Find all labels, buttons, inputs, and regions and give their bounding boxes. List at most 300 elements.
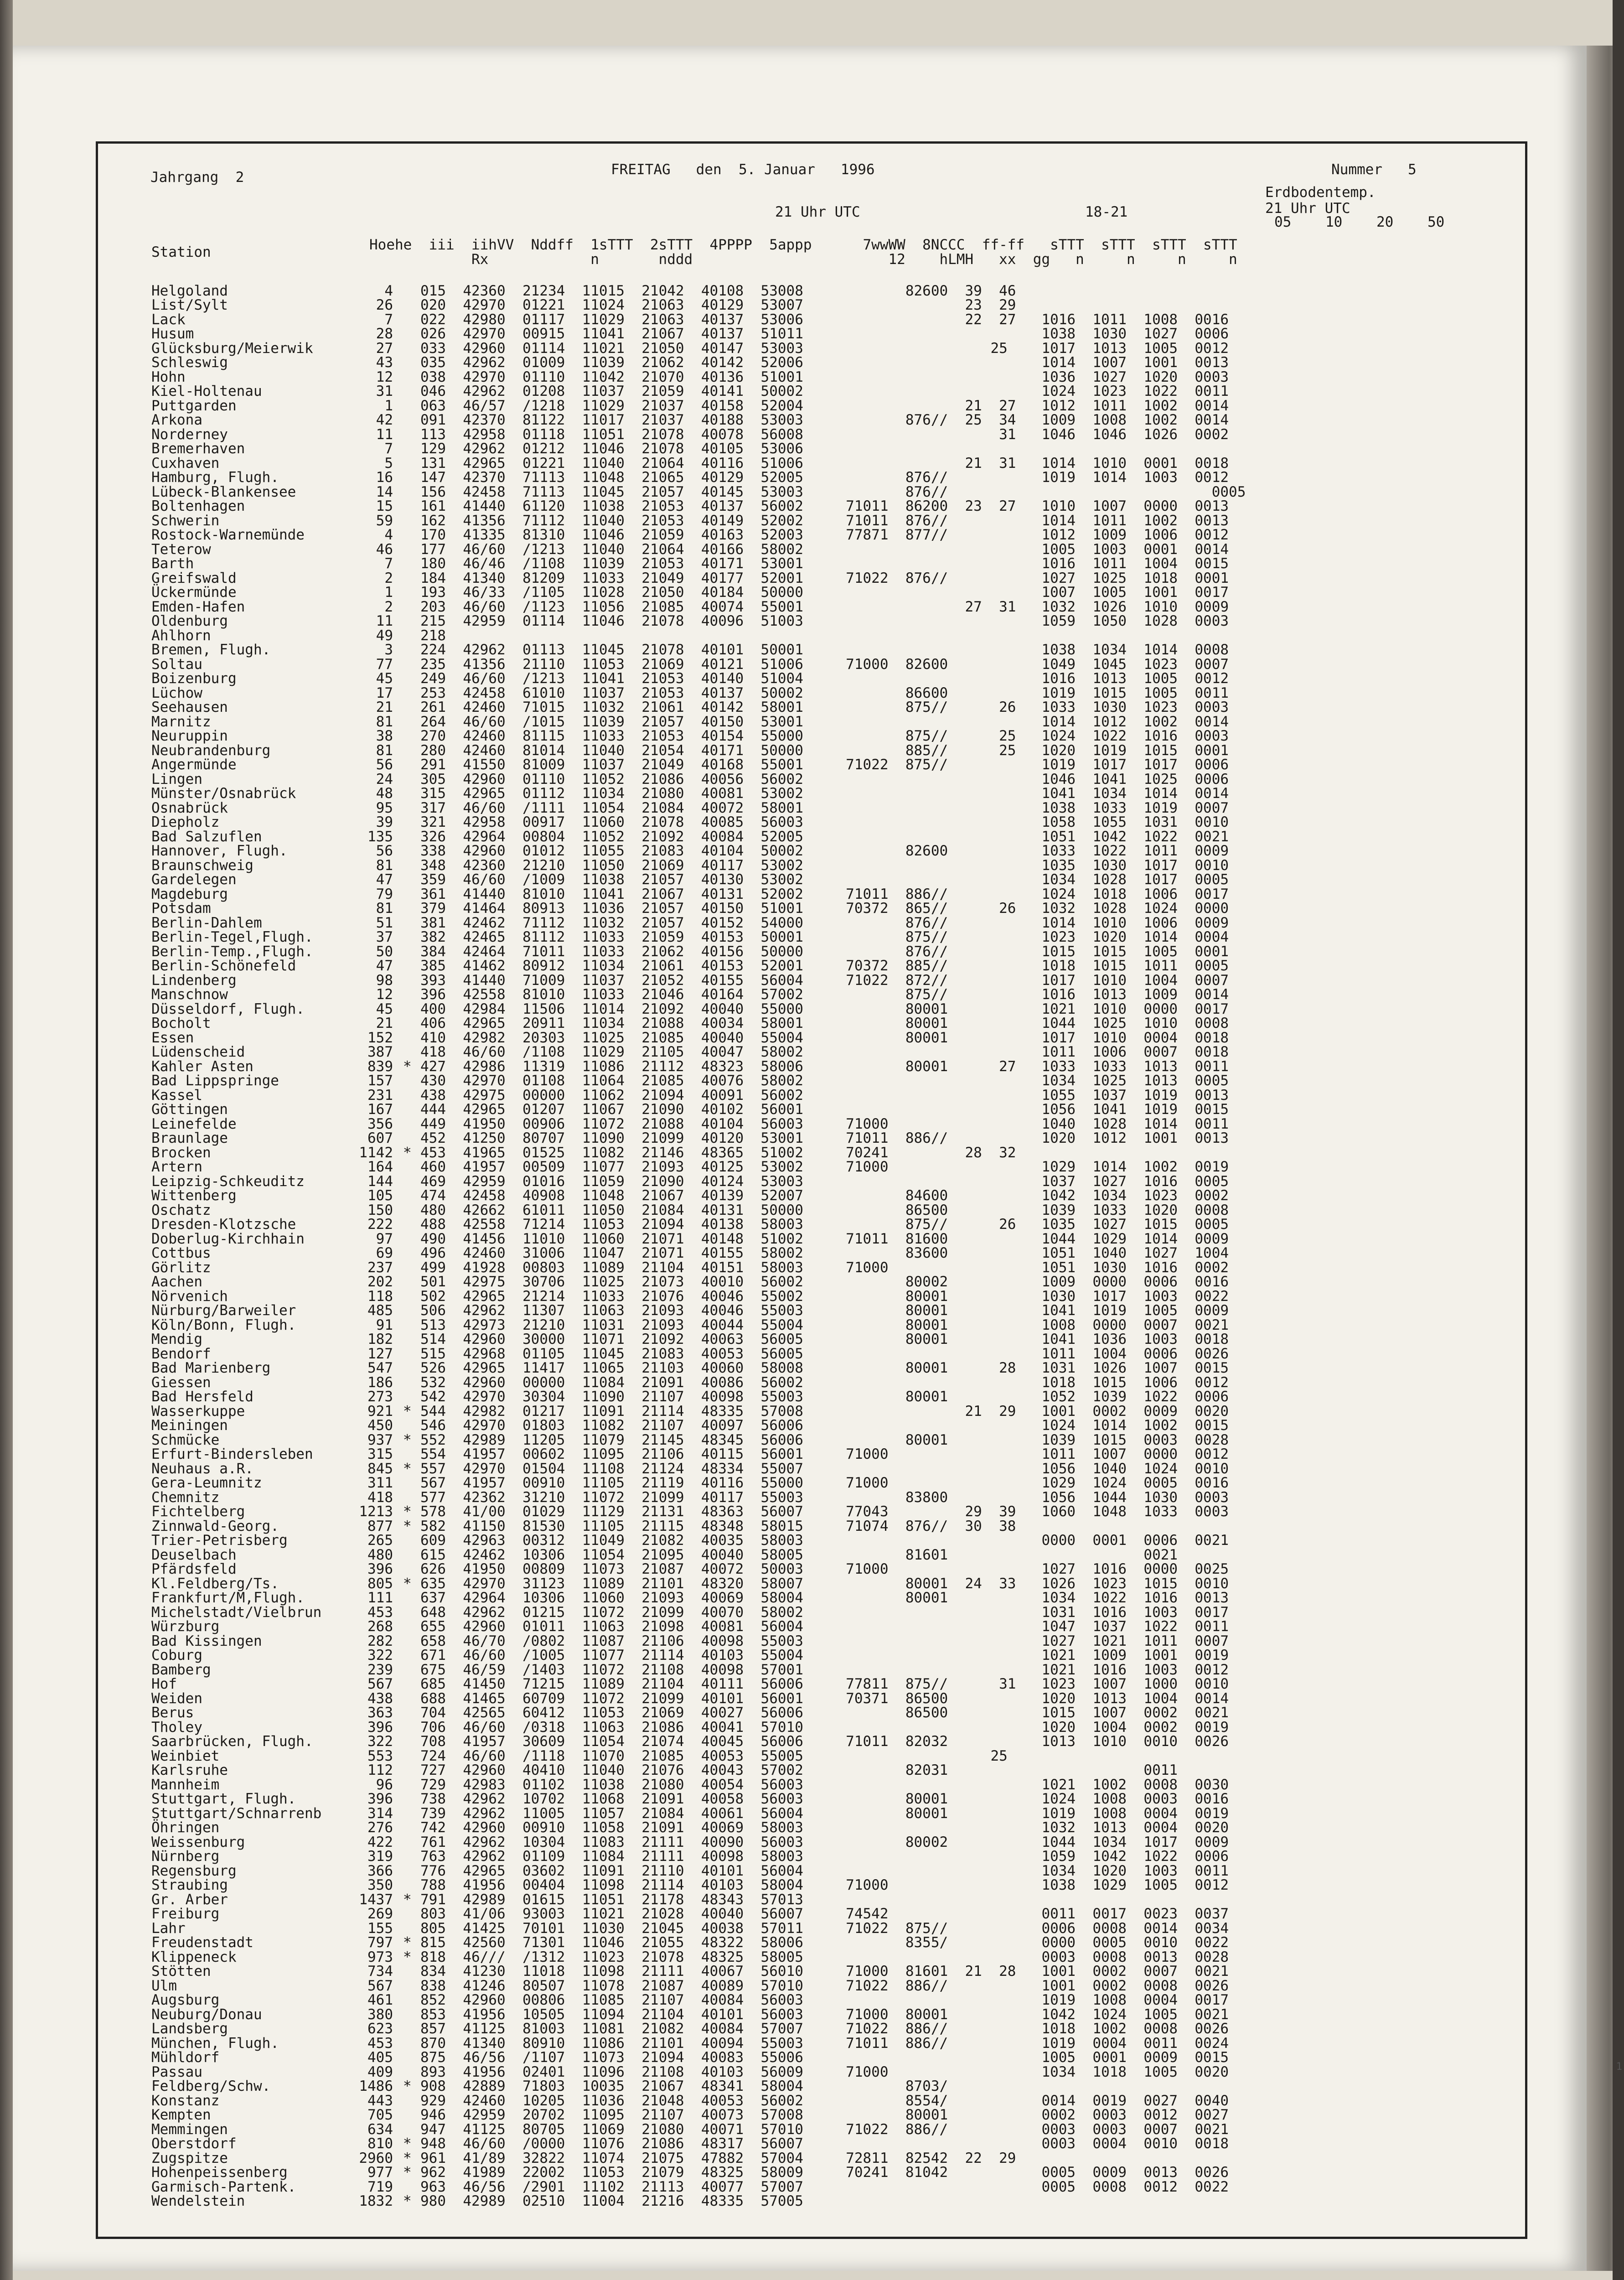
- observation-codes: 291 41550 81009 11037 21049 40168 55001 71022 875// 1019 1017 1017 0006: [420, 757, 1229, 773]
- observation-codes: 215 42959 01114 11046 21078 40096 51003 1059 1050 1028 0003: [420, 613, 1229, 630]
- station-name: Nörvenich: [151, 1288, 228, 1305]
- station-height: 422: [367, 1834, 393, 1850]
- table-row: [151, 442, 1505, 456]
- table-row: [151, 916, 1505, 930]
- table-row: [151, 2079, 1505, 2094]
- station-name: Chemnitz: [151, 1489, 220, 1506]
- mountain-mark: *: [403, 2078, 412, 2095]
- station-height: 31: [376, 383, 393, 400]
- observation-codes: 675 46/59 /1403 11072 21108 40098 57001 1021 1016 1003 0012: [420, 1661, 1229, 1678]
- station-name: Memmingen: [151, 2121, 228, 2138]
- table-row: [151, 988, 1505, 1002]
- table-row: [151, 1634, 1505, 1648]
- station-height: 79: [376, 886, 393, 902]
- station-name: Bad Hersfeld: [151, 1389, 253, 1405]
- observation-codes: 542 42970 30304 11090 21107 40098 55003 80001 1052 1039 1022 0006: [420, 1389, 1229, 1405]
- mountain-mark: *: [403, 1144, 412, 1161]
- station-height: 623: [367, 2021, 393, 2037]
- table-row: [151, 1433, 1505, 1447]
- observation-codes: 177 46/60 /1213 11040 21064 40166 58002 1005 1003 0001 0014: [420, 541, 1229, 558]
- table-row: [151, 1850, 1505, 1864]
- table-row: [151, 1131, 1505, 1146]
- observation-codes: 253 42458 61010 11037 21053 40137 50002 86600 1019 1015 1005 0011: [420, 684, 1229, 701]
- station-name: Boizenburg: [151, 670, 237, 687]
- table-row: [151, 557, 1505, 571]
- observation-codes: 162 41356 71112 11040 21053 40149 52002 71011 876// 1014 1011 1002 0013: [420, 512, 1229, 529]
- station-height: 1: [384, 397, 393, 414]
- station-height: 363: [367, 1705, 393, 1721]
- station-name: Saarbrücken, Flugh.: [151, 1733, 313, 1750]
- mountain-mark: *: [403, 1891, 412, 1908]
- table-row: [151, 1074, 1505, 1088]
- station-name: Mendig: [151, 1331, 202, 1348]
- station-height: 237: [367, 1259, 393, 1276]
- table-row: [151, 1289, 1505, 1304]
- station-name: Kassel: [151, 1087, 202, 1104]
- observation-codes: 235 41356 21110 11053 21069 40121 51006 71000 82600 1049 1045 1023 0007: [420, 656, 1229, 673]
- station-height: 314: [367, 1805, 393, 1822]
- observation-codes: 552 42989 11205 11079 21145 48345 56006 80001 1039 1015 0003 0028: [420, 1431, 1229, 1448]
- station-name: Köln/Bonn, Flugh.: [151, 1316, 296, 1333]
- station-name: Braunschweig: [151, 857, 253, 874]
- station-name: Meiningen: [151, 1417, 228, 1434]
- observation-codes: 427 42986 11319 11086 21112 48323 58006 80001 27 1033 1033 1013 0011: [420, 1058, 1229, 1075]
- station-name: Diepholz: [151, 814, 220, 831]
- table-row: [151, 284, 1505, 298]
- observation-codes: 963 46/56 /2901 11102 21113 40077 57007 0005 0008 0012 0022: [420, 2178, 1229, 2195]
- station-height: 350: [367, 1877, 393, 1894]
- station-name: Braunlage: [151, 1130, 228, 1147]
- observation-codes: 788 41956 00404 11098 21114 40103 58004 71000 1038 1029 1005 0012: [420, 1877, 1229, 1894]
- station-height: 973: [367, 1948, 393, 1965]
- observation-codes: 514 42960 30000 11071 21092 40063 56005 80001 1041 1036 1003 0018: [420, 1331, 1229, 1348]
- table-row: [151, 384, 1505, 399]
- station-name: Soltau: [151, 656, 202, 673]
- station-name: Freiburg: [151, 1906, 220, 1922]
- mountain-mark: *: [403, 2135, 412, 2152]
- station-name: Kahler Asten: [151, 1058, 253, 1075]
- table-row: [151, 873, 1505, 887]
- station-name: Leipzig-Schkeuditz: [151, 1173, 305, 1190]
- station-height: 118: [367, 1288, 393, 1305]
- book-edge: [1613, 0, 1624, 2280]
- observation-codes: 577 42362 31210 11072 21099 40117 55003 83800 1056 1044 1030 0003: [420, 1489, 1229, 1506]
- observation-codes: 444 42965 01207 11067 21090 40102 56001 1056 1041 1019 0015: [420, 1101, 1229, 1118]
- table-row: [151, 1576, 1505, 1591]
- station-name: Stuttgart, Flugh.: [151, 1791, 296, 1808]
- edge-mark: 1: [1616, 2061, 1622, 2073]
- station-name: Lübeck-Blankensee: [151, 483, 296, 500]
- station-height: 42: [376, 412, 393, 429]
- station-height: 14: [376, 483, 393, 500]
- observation-codes: 384 42464 71011 11033 21062 40156 50000 876// 1015 1015 1005 0001: [420, 943, 1229, 960]
- station-name: Konstanz: [151, 2092, 220, 2109]
- table-row: [151, 1921, 1505, 1936]
- table-row: [151, 499, 1505, 514]
- table-row: [151, 1648, 1505, 1663]
- station-height: 315: [367, 1446, 393, 1463]
- observation-codes: 671 46/60 /1005 11077 21114 40103 55004 1021 1009 1001 0019: [420, 1647, 1229, 1664]
- station-name: Berlin-Tegel,Flugh.: [151, 929, 313, 946]
- station-height: 453: [367, 1604, 393, 1621]
- station-name: Landsberg: [151, 2021, 228, 2037]
- station-height: 356: [367, 1115, 393, 1132]
- station-height: 450: [367, 1417, 393, 1434]
- station-name: Düsseldorf, Flugh.: [151, 1000, 305, 1017]
- station-name: Regensburg: [151, 1862, 237, 1879]
- station-name: Bremen, Flugh.: [151, 642, 271, 658]
- station-name: Seehausen: [151, 699, 228, 716]
- station-height: 322: [367, 1647, 393, 1664]
- station-height: 97: [376, 1230, 393, 1247]
- erdboden-label: Erdbodentemp.: [1265, 184, 1376, 201]
- station-height: 322: [367, 1733, 393, 1750]
- table-row: [151, 312, 1505, 327]
- observation-codes: 469 42959 01016 11059 21090 40124 53003 1037 1027 1016 0005: [420, 1173, 1229, 1190]
- station-height: 480: [367, 1546, 393, 1563]
- observation-codes: 020 42970 01221 11024 21063 40129 53007 23 29: [420, 297, 1016, 314]
- station-height: 49: [376, 627, 393, 644]
- station-name: Cottbus: [151, 1245, 211, 1262]
- station-name: Wasserkuppe: [151, 1403, 245, 1420]
- observation-codes: 818 46/// /1312 11023 21078 48325 58005 0003 0008 0013 0028: [420, 1948, 1229, 1965]
- observation-codes: 264 46/60 /1015 11039 21057 40150 53001 1014 1012 1002 0014: [420, 713, 1229, 730]
- station-name: Kl.Feldberg/Ts.: [151, 1575, 279, 1592]
- station-name: Teterow: [151, 541, 211, 558]
- table-row: [151, 542, 1505, 557]
- station-height: 155: [367, 1920, 393, 1937]
- table-row: [151, 1447, 1505, 1462]
- station-height: 157: [367, 1073, 393, 1089]
- table-row: [151, 1145, 1505, 1160]
- table-row: [151, 1979, 1505, 1993]
- observation-codes: 609 42963 00312 11049 21082 40035 58003 0000 0001 0006 0021: [420, 1532, 1229, 1549]
- station-height: 396: [367, 1561, 393, 1578]
- observation-codes: 870 41340 80910 11086 21101 40094 55003 71011 886// 1019 0004 0011 0024: [420, 2035, 1229, 2052]
- table-row: [151, 600, 1505, 614]
- station-name: Freudenstadt: [151, 1934, 253, 1951]
- station-height: 127: [367, 1345, 393, 1362]
- table-row: [151, 1534, 1505, 1548]
- station-height: 265: [367, 1532, 393, 1549]
- observation-codes: 499 41928 00803 11089 21104 40151 58003 71000 1051 1030 1016 0002: [420, 1259, 1229, 1276]
- station-height: 45: [376, 670, 393, 687]
- station-name: Ahlhorn: [151, 627, 211, 644]
- station-height: 91: [376, 1316, 393, 1333]
- station-name: Wendelstein: [151, 2193, 245, 2210]
- station-name: Magdeburg: [151, 886, 228, 902]
- table-row: [151, 973, 1505, 988]
- station-height: 11: [376, 426, 393, 443]
- station-height: 387: [367, 1044, 393, 1061]
- mountain-mark: *: [403, 1058, 412, 1075]
- station-height: 45: [376, 1000, 393, 1017]
- station-height: 96: [376, 1776, 393, 1793]
- station-height: 231: [367, 1087, 393, 1104]
- table-row: [151, 513, 1505, 528]
- station-name: Schmücke: [151, 1431, 220, 1448]
- table-row: [151, 758, 1505, 772]
- station-height: 81: [376, 900, 393, 917]
- station-name: Brocken: [151, 1144, 211, 1161]
- table-row: [151, 1031, 1505, 1045]
- observation-codes: 853 41956 10505 11094 21104 40101 56003 71000 80001 1042 1024 1005 0021: [420, 2006, 1229, 2023]
- observation-codes: 315 42965 01112 11034 21080 40081 53002 1041 1034 1014 0014: [420, 785, 1229, 802]
- table-row: [151, 1735, 1505, 1749]
- station-name: Nürburg/Barweiler: [151, 1302, 296, 1319]
- observation-time: 21 Uhr UTC: [775, 204, 860, 220]
- station-name: Pfärdsfeld: [151, 1561, 237, 1578]
- mountain-mark: *: [403, 2164, 412, 2181]
- observation-codes: 948 46/60 /0000 11076 21086 48317 56007 0003 0004 0010 0018: [420, 2135, 1229, 2152]
- station-height: 17: [376, 684, 393, 701]
- station-name: Greifswald: [151, 570, 237, 586]
- observation-codes: 410 42982 20303 11025 21085 40040 55004 80001 1017 1010 0004 0018: [420, 1029, 1229, 1046]
- observation-codes: 406 42965 20911 11034 21088 40034 58001 80001 1044 1025 1010 0008: [420, 1015, 1229, 1032]
- station-name: Öhringen: [151, 1819, 220, 1836]
- observation-codes: 544 42982 01217 11091 21114 48335 57008 21 29 1001 0002 0009 0020: [420, 1403, 1229, 1420]
- station-height: 438: [367, 1690, 393, 1707]
- table-row: [151, 1663, 1505, 1677]
- station-name: Angermünde: [151, 757, 237, 773]
- station-name: Augsburg: [151, 1992, 220, 2009]
- table-row: [151, 1419, 1505, 1433]
- station-height: 186: [367, 1374, 393, 1391]
- observation-codes: 033 42960 01114 11021 21050 40147 53003 25 1017 1013 1005 0012: [420, 340, 1229, 357]
- table-row: [151, 643, 1505, 658]
- station-height: 634: [367, 2121, 393, 2138]
- observation-codes: 270 42460 81115 11033 21053 40154 55000 875// 25 1024 1022 1016 0003: [420, 728, 1229, 745]
- observation-codes: 400 42984 11506 11014 21092 40040 55000 80001 1021 1010 0000 0017: [420, 1000, 1229, 1017]
- station-name: Hannover, Flugh.: [151, 843, 288, 860]
- observation-codes: 026 42970 00915 11041 21067 40137 51011 1038 1030 1027 0006: [420, 326, 1229, 342]
- station-height: 7: [384, 311, 393, 328]
- station-height: 273: [367, 1389, 393, 1405]
- observation-codes: 418 46/60 /1108 11029 21105 40047 58002 1011 1006 0007 0018: [420, 1044, 1229, 1061]
- table-row: [151, 657, 1505, 672]
- station-name: Ückermünde: [151, 584, 237, 601]
- station-height: 282: [367, 1632, 393, 1649]
- table-row: [151, 1505, 1505, 1519]
- table-row: [151, 2137, 1505, 2151]
- observation-codes: 637 42964 10306 11060 21093 40069 58004 80001 1034 1022 1016 0013: [420, 1590, 1229, 1606]
- station-name: Giessen: [151, 1374, 211, 1391]
- table-row: [151, 1160, 1505, 1175]
- observation-codes: 438 42975 00000 11062 21094 40091 56002 1055 1037 1019 0013: [420, 1087, 1229, 1104]
- observation-codes: 063 46/57 /1218 11029 21037 40158 52004 21 27 1012 1011 1002 0014: [420, 397, 1229, 414]
- station-height: 1213: [359, 1503, 393, 1520]
- table-row: [151, 2093, 1505, 2108]
- station-name: Lüchow: [151, 684, 202, 701]
- observation-codes: 305 42960 01110 11052 21086 40056 56002 1046 1041 1025 0006: [420, 771, 1229, 788]
- table-row: [151, 944, 1505, 959]
- station-height: 4: [384, 527, 393, 544]
- observation-codes: 261 42460 71015 11032 21061 40142 58001 875// 26 1033 1030 1023 0003: [420, 699, 1229, 716]
- table-row: [151, 1548, 1505, 1562]
- station-name: Frankfurt/M,Flugh.: [151, 1590, 305, 1606]
- station-name: Nürnberg: [151, 1848, 220, 1865]
- station-name: Hof: [151, 1676, 177, 1693]
- table-row: [151, 1203, 1505, 1218]
- mountain-mark: *: [403, 1948, 412, 1965]
- observation-codes: 857 41125 81003 11081 21082 40084 57007 71022 886// 1018 1002 0008 0026: [420, 2021, 1229, 2037]
- table-row: [151, 700, 1505, 715]
- station-name: Weiden: [151, 1690, 202, 1707]
- station-height: 547: [367, 1360, 393, 1377]
- station-height: 69: [376, 1245, 393, 1262]
- observation-codes: 980 42989 02510 11004 21216 48335 57005: [420, 2193, 803, 2210]
- station-name: Mannheim: [151, 1776, 220, 1793]
- table-row: [151, 327, 1505, 342]
- station-height: 839: [367, 1058, 393, 1075]
- station-name: Lahr: [151, 1920, 186, 1937]
- station-name: Kiel-Holtenau: [151, 383, 262, 400]
- station-name: Essen: [151, 1029, 194, 1046]
- station-name: Oldenburg: [151, 613, 228, 630]
- station-name: Schleswig: [151, 354, 228, 371]
- station-name: Michelstadt/Vielbrun: [151, 1604, 322, 1621]
- station-height: 405: [367, 2049, 393, 2066]
- station-height: 37: [376, 929, 393, 946]
- observation-codes: 526 42965 11417 11065 21103 40060 58008 80001 28 1031 1026 1007 0015: [420, 1360, 1229, 1377]
- station-height: 4: [384, 282, 393, 299]
- station-name: Görlitz: [151, 1259, 211, 1276]
- table-row: [151, 1390, 1505, 1404]
- station-name: Münster/Osnabrück: [151, 785, 296, 802]
- mountain-mark: *: [403, 2193, 412, 2210]
- observation-codes: 393 41440 71009 11037 21052 40155 56004 71022 872// 1017 1010 1004 0007: [420, 972, 1229, 989]
- station-name: Glücksburg/Meierwik: [151, 340, 313, 357]
- period-label: 18-21: [1085, 204, 1128, 220]
- binder-shadow: [0, 0, 13, 2280]
- table-row: [151, 1490, 1505, 1505]
- table-row: [151, 1907, 1505, 1922]
- station-height: 319: [367, 1848, 393, 1865]
- station-height: 39: [376, 814, 393, 831]
- observation-codes: 729 42983 01102 11038 21080 40054 56003 1021 1002 0008 0030: [420, 1776, 1229, 1793]
- table-row: [151, 1519, 1505, 1534]
- table-row: [151, 1878, 1505, 1893]
- table-row: [151, 844, 1505, 859]
- observation-codes: 022 42980 01117 11029 21063 40137 53006 22 27 1016 1011 1008 0016: [420, 311, 1229, 328]
- table-row: [151, 1950, 1505, 1964]
- table-row: [151, 1792, 1505, 1807]
- mountain-mark: *: [403, 1503, 412, 1520]
- observation-codes: 452 41250 80707 11090 21099 40120 53001 71011 886// 1020 1012 1001 0013: [420, 1130, 1229, 1147]
- observation-codes: 280 42460 81014 11040 21054 40171 50000 885// 25 1020 1019 1015 0001: [420, 742, 1229, 759]
- station-height: 2: [384, 570, 393, 586]
- station-height: 409: [367, 2063, 393, 2080]
- observation-codes: 688 41465 60709 11072 21099 40101 56001 70371 86500 1020 1013 1004 0014: [420, 1690, 1229, 1707]
- table-row: [151, 1332, 1505, 1347]
- observation-codes: 015 42360 21234 11015 21042 40108 53008 82600 39 46: [420, 282, 1016, 299]
- station-height: 1832: [359, 2193, 393, 2210]
- station-height: 396: [367, 1791, 393, 1808]
- station-name: Lack: [151, 311, 186, 328]
- station-height: 567: [367, 1977, 393, 1994]
- table-row: [151, 1806, 1505, 1821]
- station-height: 56: [376, 757, 393, 773]
- station-name: Berlin-Dahlem: [151, 914, 262, 931]
- station-name: Dresden-Klotzsche: [151, 1216, 296, 1233]
- station-name: Neuhaus a.R.: [151, 1460, 253, 1477]
- table-row: [151, 1246, 1505, 1261]
- station-name: Hohn: [151, 368, 186, 385]
- table-row: [151, 1016, 1505, 1031]
- table-row: [151, 1677, 1505, 1692]
- table-row: [151, 2051, 1505, 2065]
- table-row: [151, 1103, 1505, 1117]
- station-height: 21: [376, 699, 393, 716]
- station-name: Weissenburg: [151, 1834, 245, 1850]
- station-name: Ulm: [151, 1977, 177, 1994]
- station-name: Bocholt: [151, 1015, 211, 1032]
- column-codes: Hoehe iii iihVV Nddff 1sTTT 2sTTT 4PPPP 5appp 7wwWW 8NCCC ff-ff sTTT sTTT sTTT sTTT: [369, 237, 1237, 253]
- table-row: [151, 586, 1505, 600]
- station-name: Artern: [151, 1159, 202, 1176]
- observation-codes: 091 42370 81122 11017 21037 40188 53003 876// 25 34 1009 1008 1002 0014: [420, 412, 1229, 429]
- observation-codes: 321 42958 00917 11060 21078 40085 56003 1058 1055 1031 0010: [420, 814, 1229, 831]
- observation-codes: 156 42458 71113 11045 21057 40145 53003 876// 0005: [420, 483, 1246, 500]
- station-name: Osnabrück: [151, 799, 228, 816]
- observation-codes: 615 42462 10306 11054 21095 40040 58005 81601 0021: [420, 1546, 1178, 1563]
- observation-codes: 838 41246 80507 11078 21087 40089 57010 71022 886// 1001 0002 0008 0026: [420, 1977, 1229, 1994]
- observation-codes: 218: [420, 627, 446, 644]
- mountain-mark: *: [403, 1403, 412, 1420]
- station-height: 2: [384, 598, 393, 615]
- table-row: [151, 1777, 1505, 1792]
- issue-number: Nummer 5: [1331, 161, 1417, 178]
- station-height: 276: [367, 1819, 393, 1836]
- observation-codes: 578 41/00 01029 11129 21131 48363 56007 77043 29 39 1060 1048 1033 0003: [420, 1503, 1229, 1520]
- table-row: [151, 1821, 1505, 1835]
- observation-codes: 161 41440 61120 11038 21053 40137 56002 71011 86200 23 27 1010 1007 0000 0013: [420, 498, 1229, 515]
- station-height: 805: [367, 1575, 393, 1592]
- station-height: 937: [367, 1431, 393, 1448]
- observation-codes: 791 42989 01615 11051 21178 48343 57013: [420, 1891, 803, 1908]
- observation-codes: 193 46/33 /1105 11028 21050 40184 50000 1007 1005 1001 0017: [420, 584, 1229, 601]
- station-name: Würzburg: [151, 1618, 220, 1635]
- table-row: [151, 902, 1505, 916]
- station-height: 24: [376, 771, 393, 788]
- station-name: Stuttgart/Schnarrenb: [151, 1805, 322, 1822]
- station-height: 380: [367, 2006, 393, 2023]
- table-row: [151, 1605, 1505, 1620]
- station-header: Station: [151, 244, 211, 260]
- station-height: 12: [376, 368, 393, 385]
- table-row: [151, 1864, 1505, 1878]
- station-name: Trier-Petrisberg: [151, 1532, 288, 1549]
- station-name: Lindenberg: [151, 972, 237, 989]
- observation-codes: 224 42962 01113 11045 21078 40101 50001 1038 1034 1014 0008: [420, 642, 1229, 658]
- table-row: [151, 1361, 1505, 1376]
- station-height: 164: [367, 1159, 393, 1176]
- observation-codes: 893 41956 02401 11096 21108 40103 56009 71000 1034 1018 1005 0020: [420, 2063, 1229, 2080]
- station-name: Wittenberg: [151, 1187, 237, 1204]
- table-row: [151, 1088, 1505, 1103]
- table-row: [151, 887, 1505, 902]
- station-height: 50: [376, 943, 393, 960]
- table-row: [151, 614, 1505, 629]
- table-row: [151, 930, 1505, 945]
- observation-codes: 474 42458 40908 11048 21067 40139 52007 84600 1042 1034 1023 0002: [420, 1187, 1229, 1204]
- table-row: [151, 2122, 1505, 2137]
- observation-codes: 502 42965 21214 11033 21076 40046 55002 80001 1030 1017 1003 0022: [420, 1288, 1229, 1305]
- station-name: Neuruppin: [151, 728, 228, 745]
- table-row: [151, 858, 1505, 873]
- observation-codes: 453 41965 01525 11082 21146 48365 51002 70241 28 32: [420, 1144, 1016, 1161]
- station-height: 1: [384, 584, 393, 601]
